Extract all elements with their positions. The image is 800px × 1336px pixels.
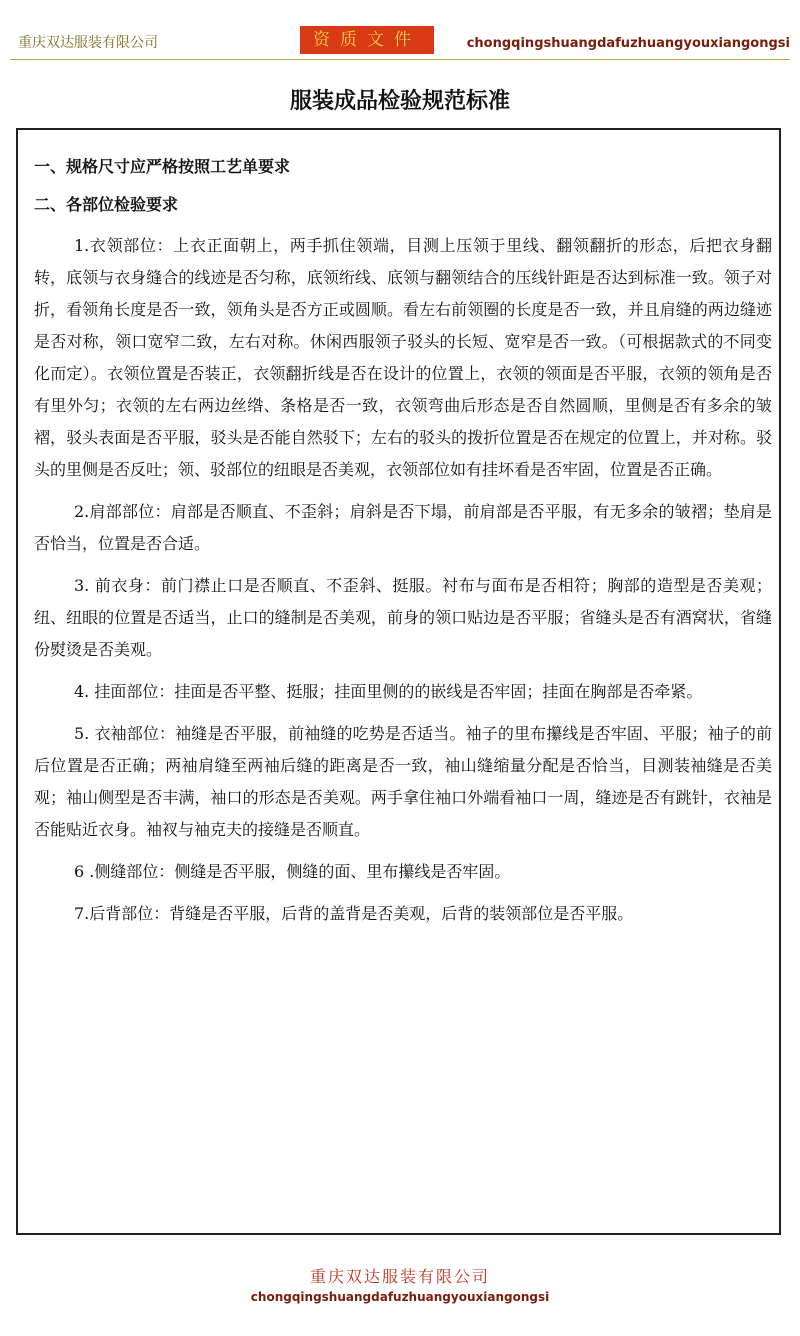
header-company-name: 重庆双达服装有限公司 [18, 35, 158, 51]
paragraph-back: 7.后背部位：背缝是否平服，后背的盖背是否美观，后背的装领部位是否平服。 [74, 904, 634, 923]
document-title: 服装成品检验规范标准 [289, 89, 510, 114]
page-header [0, 26, 800, 60]
section-heading-1: 一、规格尺寸应严格按照工艺单要求 [34, 157, 291, 176]
paragraph-sleeve: 5. 衣袖部位：袖缝是否平服，前袖缝的吃势是否适当。袖子的里布攥线是否牢固、平服；袖子的前后位置是否正确；两袖肩缝至两袖后缝的距离是否一致，袖山缝缩量分配是否恰当，目测装袖缝是否美观；袖山侧型是否丰满，袖口的形态是否美观。两手拿住袖口外端看袖口一周，缝迹是否有跳针，衣袖是否能贴近衣身。袖衩与袖克夫的接缝是否顺直。 [34, 724, 772, 839]
document-body [34, 148, 772, 930]
paragraph-collar: 1.衣领部位：上衣正面朝上，两手抓住领端，目测上压领于里线、翻领翻折的形态，后把衣身翻转，底领与衣身缝合的线迹是否匀称，底领绗线、底领与翻领结合的压线针距是否达到标准一致。领子对折，看领角长度是否一致，领角头是否方正或圆顺。看左右前领圈的长度是否一致，并且肩缝的两边缝迹是否对称，领口宽窄二致，左右对称。休闲西服领子驳头的长短、宽窄是否一致。（可根据款式的不同变化而定）。衣领位置是否装正，衣领翻折线是否在设计的位置上，衣领的领面是否平服，衣领的领角是否有里外匀；衣领的左右两边丝绺、条格是否一致，衣领弯曲后形态是否自然圆顺，里侧是否有多余的皱褶，驳头表面是否平服，驳头是否能自然驳下；左右的驳头的拨折位置是否在规定的位置上，并对称。驳头的里侧是否反吐；领、驳部位的纽眼是否美观，衣领部位如有挂坏看是否牢固，位置是否正确。 [34, 236, 772, 479]
footer-company-name: 重庆双达服装有限公司 [309, 1267, 490, 1286]
paragraph-facing: 4. 挂面部位：挂面是否平整、挺服；挂面里侧的的嵌线是否牢固；挂面在胸部是否牵紧。 [74, 682, 703, 701]
paragraph-front-body: 3. 前衣身：前门襟止口是否顺直、不歪斜、挺服。衬布与面布是否相符；胸部的造型是否美观；纽、纽眼的位置是否适当，止口的缝制是否美观，前身的领口贴边是否平服；省缝头是否有酒窝状，省缝份熨烫是否美观。 [34, 576, 772, 659]
header-divider [10, 59, 790, 60]
footer-pinyin: chongqingshuangdafuzhuangyouxiangongsi [250, 1290, 550, 1304]
header-pinyin: chongqingshuangdafuzhuangyouxiangongsi [466, 36, 790, 51]
paragraph-side-seam: 6 .侧缝部位：侧缝是否平服，侧缝的面、里布攥线是否牢固。 [74, 862, 511, 881]
section-heading-2: 二、各部位检验要求 [34, 195, 179, 214]
paragraph-shoulder: 2.肩部部位：肩部是否顺直、不歪斜；肩斜是否下塌，前肩部是否平服，有无多余的皱褶；垫肩是否恰当，位置是否合适。 [34, 502, 772, 553]
qualification-stamp: 资质文件 [300, 26, 434, 54]
page-footer [0, 1266, 800, 1306]
